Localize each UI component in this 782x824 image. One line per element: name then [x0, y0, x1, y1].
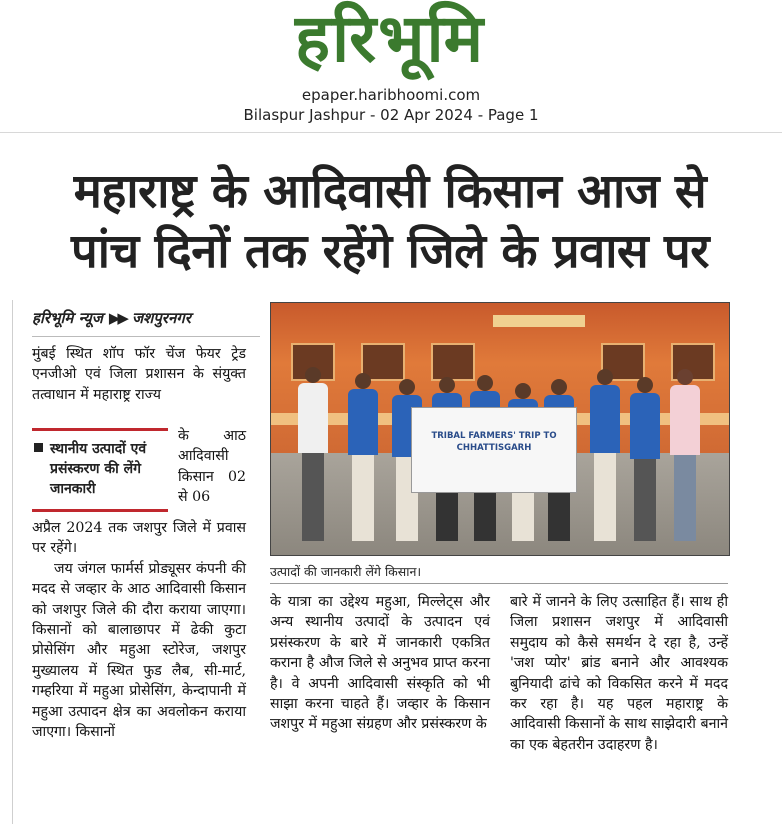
byline-divider — [32, 336, 260, 337]
column-1-wrap — [178, 426, 246, 508]
callout-box — [32, 428, 168, 512]
byline-arrow-icon: ▶▶ — [108, 309, 126, 327]
article-photo — [270, 302, 730, 556]
paragraph-col2: के यात्रा का उद्देश्य महुआ, मिल्लेट्स और अन्य स्थानीय उत्पादों के उत्पादन एवं प्रसंस्करण के बारे में जानकारी एकत्रित कराना है औज जिले से अनुभव प्राप्त करना है। वे अपनी आदिवासी संस्कृति को भी साझा करना चाहते हैं। जव्हार के किसान जशपुर में महुआ संग्रहण और प्रसंस्करण के — [270, 594, 490, 733]
paragraph-1a: मुंबई स्थित शॉप फॉर चेंज फेयर ट्रेड एनजीओ एवं जिला प्रशासन के संयुक्त तत्वाधान में महाराष्ट्र राज्य — [32, 346, 246, 403]
caption-divider — [270, 583, 728, 584]
callout-text: स्थानीय उत्पादों एवं प्रसंस्करण की लेंगे जानकारी — [50, 441, 147, 497]
paragraph-1b: के आठ आदिवासी किसान 02 से 06 — [178, 428, 246, 506]
paragraph-2: जय जंगल फार्मर्स प्रोड्यूसर कंपनी की मदद से जव्हार के आठ आदिवासी किसान को जशपुर जिले की दौरा कराया जाएगा। किसानों को बालाछापर में ढेकी कुटा प्रोसेसिंग और महुआ स्टोरेज, जशपुर मुख्यालय में स्थित फुड लैब, सी-मार्ट, गम्हरिया में महुआ प्रोसेसिंग, केन्दापानी में महुआ उत्पादन क्षेत्र का अवलोकन कराया जाएगा। किसानों — [32, 560, 246, 741]
article-headline — [30, 162, 750, 282]
edition-info: Bilaspur Jashpur - 02 Apr 2024 - Page 1 — [243, 106, 539, 124]
bullet-square-icon — [34, 443, 43, 452]
paragraph-col3: बारे में जानने के लिए उत्साहित हैं। साथ ही जिला प्रशासन जशपुर में आदिवासी समुदाय को कैसे समर्थन दे रहा है, उन्हें 'जश प्योर' ब्रांड बनाने और आवश्यक बुनियादी ढांचे को विकसित करने में मदद कर रहा है। यह पहल महाराष्ट्र के आदिवासी किसानों के साथ साझेदारी बनाने का एक बेहतरीन उदाहरण है। — [510, 594, 728, 753]
column-1-intro — [32, 344, 246, 405]
byline-place: जशपुरनगर — [131, 309, 191, 327]
column-2 — [270, 592, 490, 735]
headline-line-2: पांच दिनों तक रहेंगे जिले के प्रवास पर — [71, 224, 709, 279]
headline-line-1: महाराष्ट्र के आदिवासी किसान आज से — [73, 164, 707, 219]
person — [345, 373, 381, 541]
header-divider — [0, 132, 782, 133]
photo-caption: उत्पादों की जानकारी लेंगे किसान। — [270, 564, 422, 579]
byline — [32, 308, 262, 328]
paragraph-1c: अप्रैल 2024 तक जशपुर जिले में प्रवास पर रहेंगे। — [32, 520, 246, 557]
clip-edge-left — [12, 300, 13, 824]
epaper-url: epaper.haribhoomi.com — [301, 86, 481, 104]
person — [667, 369, 703, 541]
trip-banner: TRIBAL FARMERS' TRIP TO CHHATTISGARH — [411, 407, 577, 493]
person — [295, 367, 331, 541]
column-1-body — [32, 518, 246, 742]
column-3 — [510, 592, 728, 755]
person — [587, 369, 623, 541]
newspaper-logo: हरिभूमि — [294, 0, 486, 77]
coach-sign — [493, 315, 585, 327]
person — [627, 377, 663, 541]
byline-source: हरिभूमि न्यूज — [32, 309, 103, 327]
